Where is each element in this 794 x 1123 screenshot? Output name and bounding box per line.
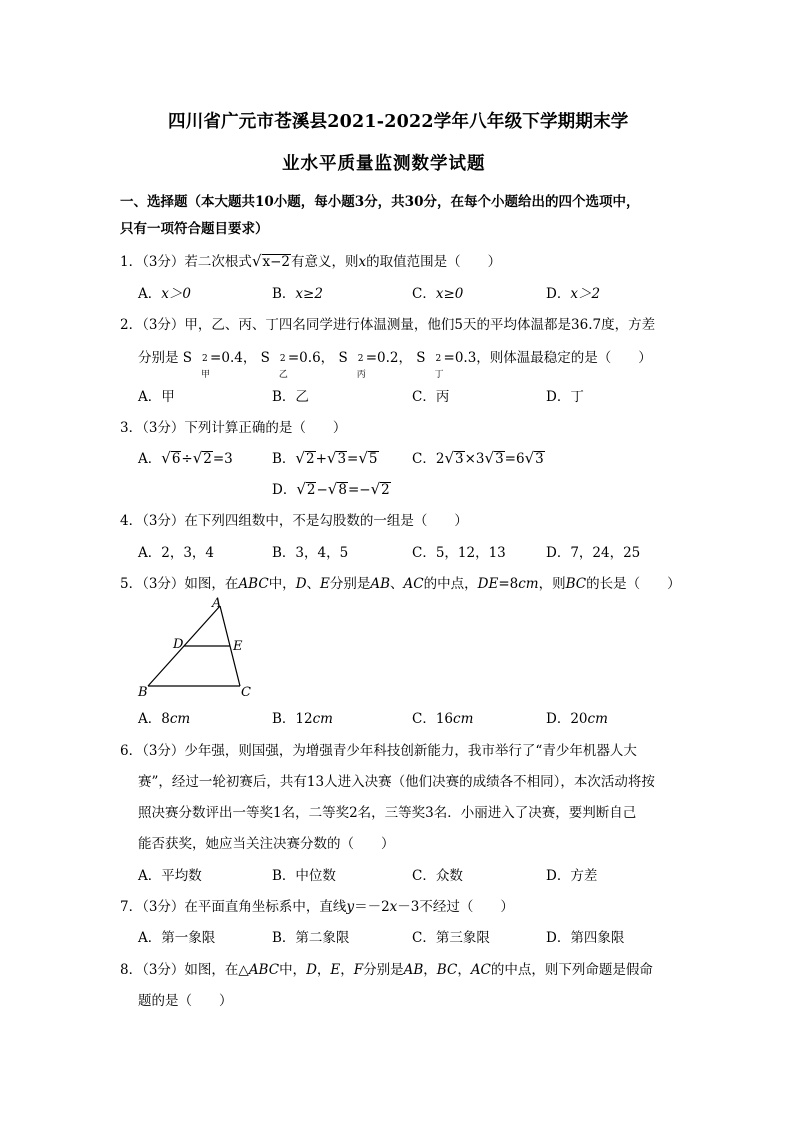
triangle-figure <box>132 594 262 702</box>
question-6-line-3: 照决赛分数评出一等奖1名，二等奖2名，三等奖3名．小丽进入了决赛，要判断自己 <box>138 805 637 821</box>
q1-option-b: B．x≥2 <box>272 286 323 302</box>
q2-option-c: C．丙 <box>412 389 450 405</box>
question-2-variances: 分别是 S 2 甲 =0.4， S 2 乙 =0.6， S 2 丙 =0.2， S 2 丁 =0.3，则体温最稳定的是（ ） <box>138 350 652 380</box>
question-7-stem: 7．（3分）在平面直角坐标系中，直线y＝－2x－3不经过（ ） <box>120 899 514 915</box>
q4-option-b: B．3，4，5 <box>272 545 349 561</box>
q6-option-a: A．平均数 <box>138 868 202 884</box>
q5-option-b: B．12cm <box>272 711 333 727</box>
section-heading-cont: 只有一项符合题目要求） <box>120 221 269 237</box>
label-e: E <box>233 639 243 654</box>
title-line-1: 四川省广元市苍溪县2021-2022学年八年级下学期期末学 <box>168 112 629 132</box>
q1-option-d: D．x＞2 <box>546 286 601 302</box>
q6-option-b: B．中位数 <box>272 868 336 884</box>
question-8-stem: 8．（3分）如图，在△ABC中，D，E，F分别是AB，BC，AC的中点，则下列命题是假命 <box>120 962 653 978</box>
question-4-stem: 4．（3分）在下列四组数中，不是勾股数的一组是（ ） <box>120 513 468 529</box>
question-8-line-2: 题的是（ ） <box>138 993 233 1009</box>
q7-option-b: B．第二象限 <box>272 930 350 946</box>
q5-option-d: D．20cm <box>546 711 608 727</box>
q7-option-d: D．第四象限 <box>546 930 625 946</box>
q2-option-a: A．甲 <box>138 389 175 405</box>
q3-option-c: C．2√3×3√3=6√3 <box>412 449 544 467</box>
q1-option-c: C．x≥0 <box>412 286 464 302</box>
label-b: B <box>138 685 148 700</box>
question-2-stem: 2．（3分）甲，乙、丙、丁四名同学进行体温测量，他们5天的平均体温都是36.7度，方差 <box>120 317 656 333</box>
section-heading: 一、选择题（本大题共10小题，每小题3分，共30分，在每个小题给出的四个选项中， <box>120 194 640 210</box>
label-a: A <box>212 596 222 611</box>
label-d: D <box>173 637 184 652</box>
question-3-stem: 3．（3分）下列计算正确的是（ ） <box>120 420 347 436</box>
q1-option-a: A．x＞0 <box>138 286 191 302</box>
q5-option-a: A．8cm <box>138 711 191 727</box>
q3-option-b: B．√2+√3=√5 <box>272 449 378 467</box>
q5-option-c: C．16cm <box>412 711 474 727</box>
q6-option-d: D．方差 <box>546 868 598 884</box>
q6-option-c: C．众数 <box>412 868 463 884</box>
question-5-stem: 5．（3分）如图，在ABC中，D、E分别是AB、AC的中点，DE=8cm，则BC的长是（ ） <box>120 576 681 592</box>
q4-option-c: C．5，12，13 <box>412 545 506 561</box>
question-6-line-4: 能否获奖，她应当关注决赛分数的（ ） <box>138 836 395 852</box>
q7-option-c: C．第三象限 <box>412 930 490 946</box>
q3-option-d: D．√2−√8=−√2 <box>272 480 390 498</box>
q7-option-a: A．第一象限 <box>138 930 216 946</box>
q2-option-b: B．乙 <box>272 389 309 405</box>
q4-option-d: D．7，24，25 <box>546 545 641 561</box>
q2-option-d: D．丁 <box>546 389 584 405</box>
question-1-stem: 1．（3分）若二次根式√x−2有意义，则x的取值范围是（ ） <box>120 252 502 270</box>
q3-option-a: A．√6÷√2=3 <box>138 449 233 467</box>
question-6-line-1: 6．（3分）少年强，则国强，为增强青少年科技创新能力，我市举行了“青少年机器人大 <box>120 743 637 759</box>
q4-option-a: A．2，3，4 <box>138 545 215 561</box>
label-c: C <box>241 685 251 700</box>
question-6-line-2: 赛”，经过一轮初赛后，共有13人进入决赛（他们决赛的成绩各不相同），本次活动将按 <box>138 774 655 790</box>
radicand: x−2 <box>262 254 291 270</box>
title-line-2: 业水平质量监测数学试题 <box>282 154 486 174</box>
